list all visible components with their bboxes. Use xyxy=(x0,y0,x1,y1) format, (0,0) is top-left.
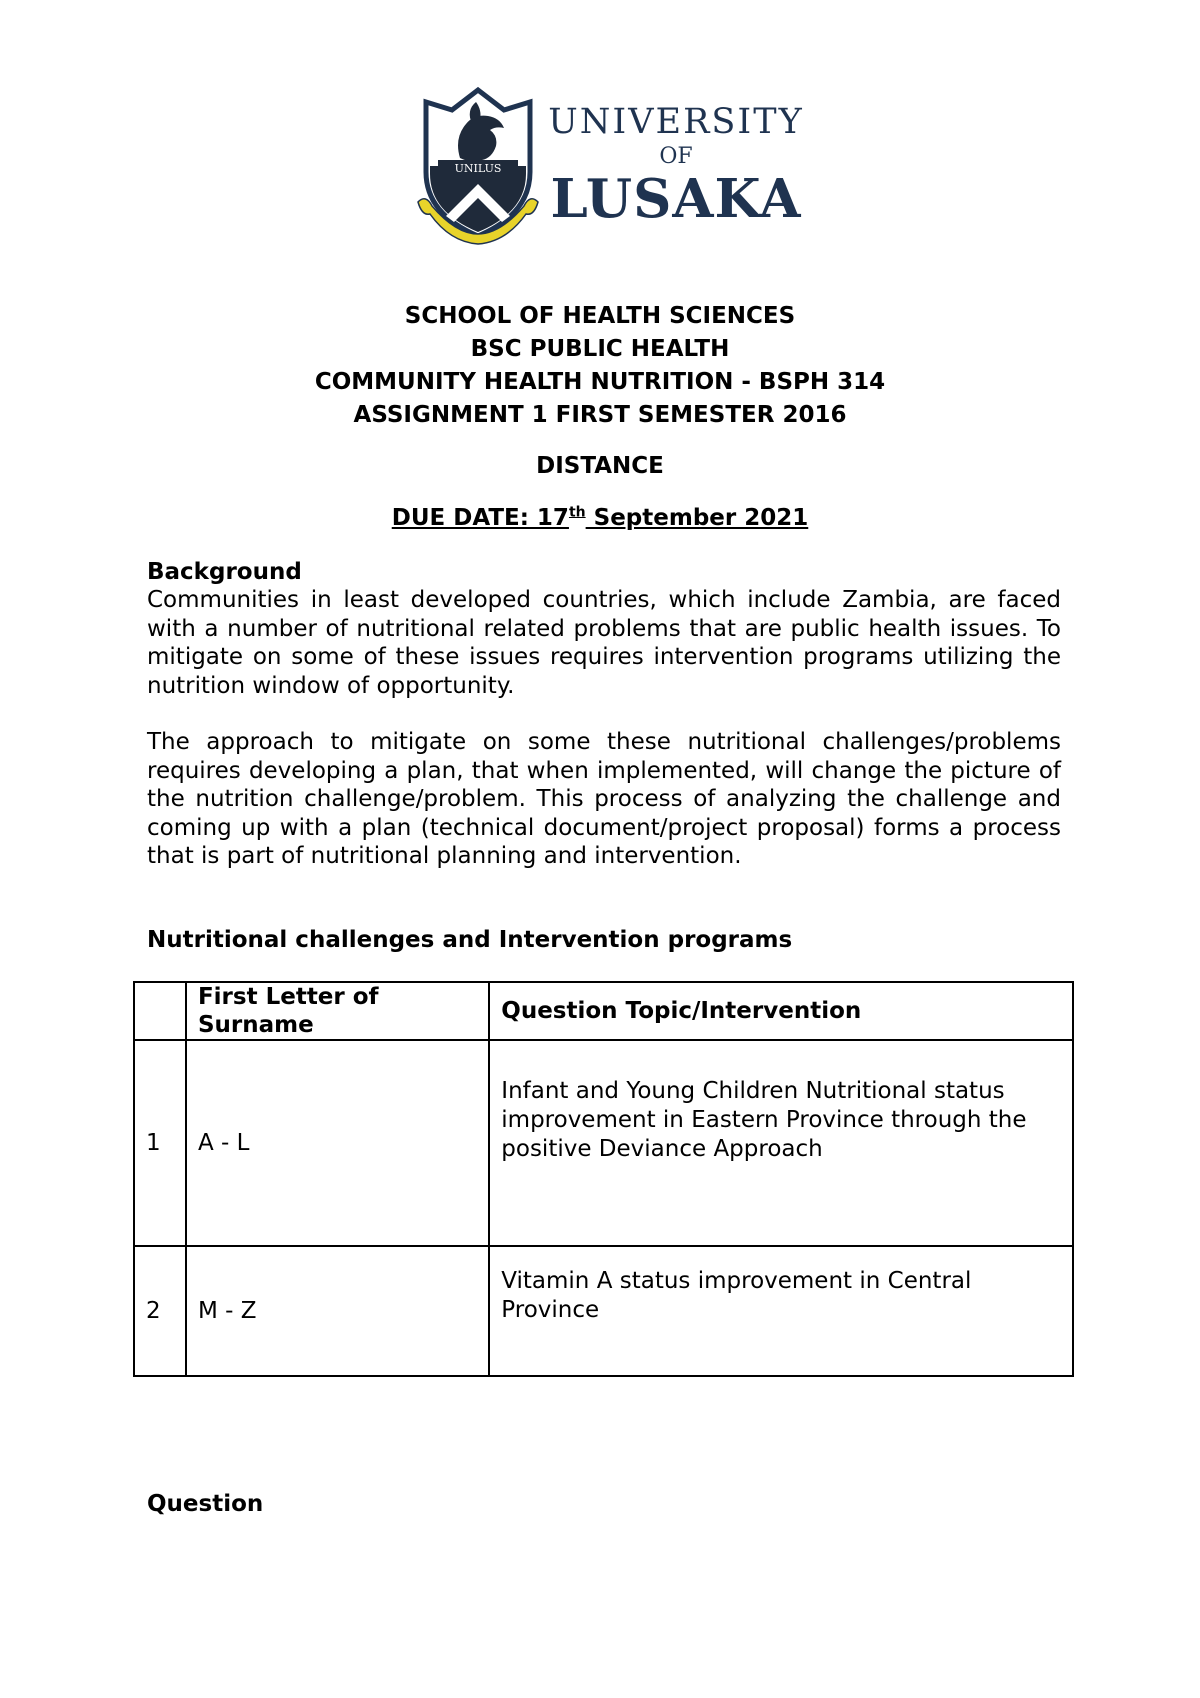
university-logo xyxy=(416,84,804,248)
row-topic: Vitamin A status improvement in Central Province xyxy=(489,1246,1073,1376)
table-row xyxy=(134,1246,1073,1376)
row-surname-range: A - L xyxy=(186,1040,489,1246)
background-paragraph-2: The approach to mitigate on some these nutritional challenges/problems requires developing a plan, that when implemented, will change the picture of the nutrition challenge/problem. This process of analyzing the challenge and coming up with a plan (technical document/project proposal) forms a process that is part of nutritional planning and intervention. xyxy=(147,729,1061,869)
crest-icon xyxy=(416,84,540,248)
course-name: COMMUNITY HEALTH NUTRITION - BSPH 314 xyxy=(314,369,886,395)
background-heading: Background xyxy=(147,559,302,585)
table-row xyxy=(134,1040,1073,1246)
school-name: SCHOOL OF HEALTH SCIENCES xyxy=(404,303,796,329)
due-date-prefix: DUE DATE: 17 xyxy=(391,505,569,531)
row-surname-range: M - Z xyxy=(186,1246,489,1376)
logo-line-university: UNIVERSITY xyxy=(548,102,804,142)
row-number: 2 xyxy=(134,1246,186,1376)
due-date-rest: September 2021 xyxy=(585,505,809,531)
row-topic: Infant and Young Children Nutritional status improvement in Eastern Province through the positive Deviance Approach xyxy=(489,1040,1073,1246)
logo-line-of: OF xyxy=(659,144,693,169)
programs-heading: Nutritional challenges and Intervention programs xyxy=(147,927,793,953)
programme-name: BSC PUBLIC HEALTH xyxy=(470,336,730,362)
due-date xyxy=(0,502,1200,535)
study-mode: DISTANCE xyxy=(536,453,664,479)
background-paragraph-1: Communities in least developed countries, which include Zambia, are faced with a number of nutritional related problems that are public health issues. To mitigate on some of these issues requires intervention programs utilizing the nutrition window of opportunity. xyxy=(147,587,1061,699)
due-date-ordinal: th xyxy=(568,504,586,521)
document-heading xyxy=(0,300,1200,432)
table-header-surname: First Letter of Surname xyxy=(186,982,489,1040)
table-header-number xyxy=(134,982,186,1040)
row-number: 1 xyxy=(134,1040,186,1246)
logo-wordmark xyxy=(546,102,806,230)
assignment-title: ASSIGNMENT 1 FIRST SEMESTER 2016 xyxy=(353,402,847,428)
topics-table xyxy=(133,981,1074,1377)
crest-text: UNILUS xyxy=(454,162,502,175)
table-header-row xyxy=(134,982,1073,1040)
question-heading: Question xyxy=(147,1491,264,1517)
table-header-topic: Question Topic/Intervention xyxy=(489,982,1073,1040)
logo-line-lusaka: LUSAKA xyxy=(550,168,802,230)
